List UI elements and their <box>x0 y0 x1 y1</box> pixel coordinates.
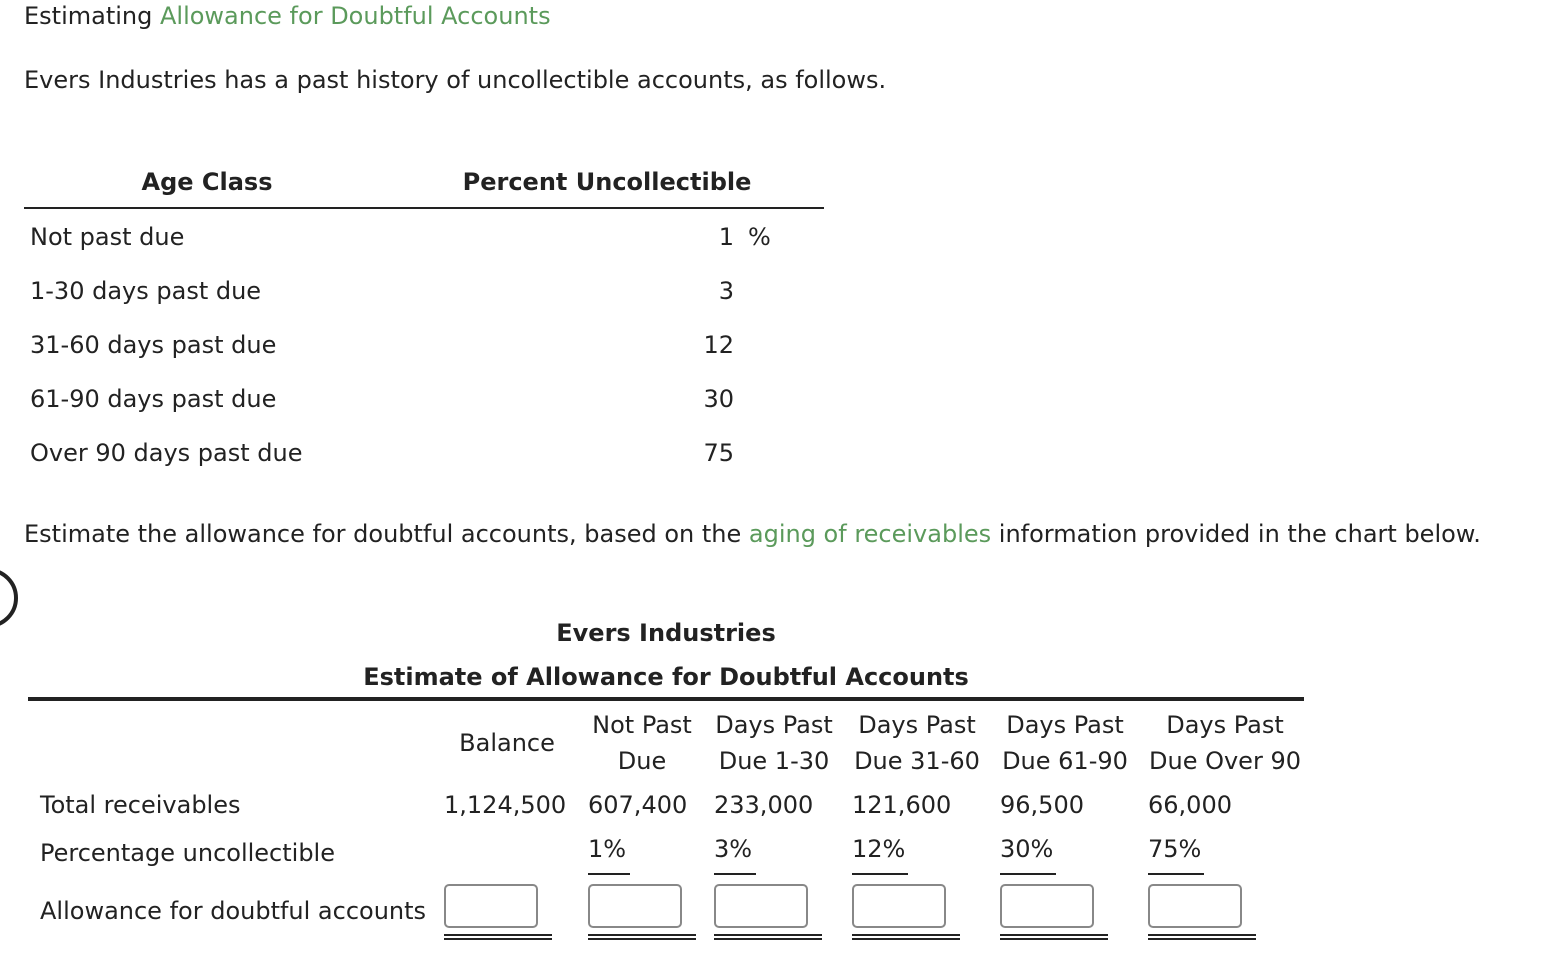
column-header-not-past-due <box>584 707 700 779</box>
column-header-61-90 <box>996 707 1134 779</box>
schedule-header-rule <box>28 697 1304 701</box>
schedule-company: Evers Industries <box>556 619 776 647</box>
history-row-value: 12 <box>703 331 734 359</box>
column-header-line: Due 31-60 <box>854 747 980 775</box>
pct-not-past-due: 1% <box>588 835 627 863</box>
double-underline <box>852 934 960 940</box>
column-header-31-60 <box>848 707 986 779</box>
allowance-balance-input[interactable] <box>444 884 538 928</box>
history-row <box>24 217 824 257</box>
pct-61-90: 30% <box>1000 835 1054 863</box>
history-row <box>24 379 824 419</box>
total-receivables-label: Total receivables <box>40 791 241 819</box>
total-31-60: 121,600 <box>852 791 952 819</box>
schedule-title: Estimate of Allowance for Doubtful Accounts <box>363 663 969 691</box>
pct-1-30: 3% <box>714 835 753 863</box>
history-row-value: 1 <box>718 223 734 251</box>
column-header-line: Due Over 90 <box>1149 747 1301 775</box>
double-underline <box>444 934 552 940</box>
history-row <box>24 325 824 365</box>
intro-text: Evers Industries has a past history of uncollectible accounts, as follows. <box>24 66 887 94</box>
page-title <box>24 0 551 32</box>
pct-underline <box>714 873 756 875</box>
allowance-not-past-due-input[interactable] <box>588 884 682 928</box>
allowance-61-90-input[interactable] <box>1000 884 1094 928</box>
total-not-past-due: 607,400 <box>588 791 688 819</box>
total-over-90: 66,000 <box>1148 791 1232 819</box>
allowance-1-30-input[interactable] <box>714 884 808 928</box>
pct-underline <box>588 873 630 875</box>
column-header-line: Not Past <box>592 711 692 739</box>
column-header-line: Due <box>617 747 667 775</box>
column-header-balance: Balance <box>459 729 555 757</box>
double-underline <box>1148 934 1256 940</box>
edge-circle-icon <box>0 568 18 628</box>
history-row-value: 75 <box>703 439 734 467</box>
column-header-over-90 <box>1144 707 1306 779</box>
total-balance: 1,124,500 <box>444 791 567 819</box>
pct-underline <box>1148 873 1204 875</box>
double-underline <box>1000 934 1108 940</box>
allowance-31-60-input[interactable] <box>852 884 946 928</box>
pct-underline <box>1000 873 1056 875</box>
pct-over-90: 75% <box>1148 835 1202 863</box>
allowance-term-link[interactable]: Allowance for Doubtful Accounts <box>159 2 551 30</box>
history-row-value: 30 <box>703 385 734 413</box>
column-header-line: Days Past <box>1166 711 1284 739</box>
history-header-rule <box>24 207 824 209</box>
double-underline <box>714 934 822 940</box>
instruction-text <box>24 518 1481 550</box>
instruction-after: information provided in the chart below. <box>991 520 1481 548</box>
allowance-over-90-input[interactable] <box>1148 884 1242 928</box>
aging-of-receivables-link[interactable]: aging of receivables <box>748 520 992 548</box>
total-61-90: 96,500 <box>1000 791 1084 819</box>
history-row-label: Over 90 days past due <box>30 439 303 467</box>
history-row-label: 61-90 days past due <box>30 385 277 413</box>
history-row-label: 31-60 days past due <box>30 331 277 359</box>
instruction-before: Estimate the allowance for doubtful accounts, based on the <box>24 520 749 548</box>
title-prefix: Estimating <box>24 2 160 30</box>
percentage-uncollectible-label: Percentage uncollectible <box>40 839 335 867</box>
column-header-1-30 <box>710 707 838 779</box>
history-row-value: 3 <box>718 277 734 305</box>
history-row-label: Not past due <box>30 223 185 251</box>
history-row <box>24 271 824 311</box>
pct-underline <box>852 873 908 875</box>
column-header-line: Days Past <box>715 711 833 739</box>
allowance-label: Allowance for doubtful accounts <box>40 897 427 925</box>
column-header-line: Due 61-90 <box>1002 747 1128 775</box>
pct-31-60: 12% <box>852 835 906 863</box>
double-underline <box>588 934 696 940</box>
history-row <box>24 433 824 473</box>
total-1-30: 233,000 <box>714 791 814 819</box>
column-header-line: Due 1-30 <box>718 747 830 775</box>
percent-uncollectible-header: Percent Uncollectible <box>462 168 752 196</box>
column-header-line: Days Past <box>858 711 976 739</box>
column-header-line: Days Past <box>1006 711 1124 739</box>
age-class-header: Age Class <box>141 168 273 196</box>
history-row-label: 1-30 days past due <box>30 277 262 305</box>
percent-sign: % <box>748 223 771 251</box>
